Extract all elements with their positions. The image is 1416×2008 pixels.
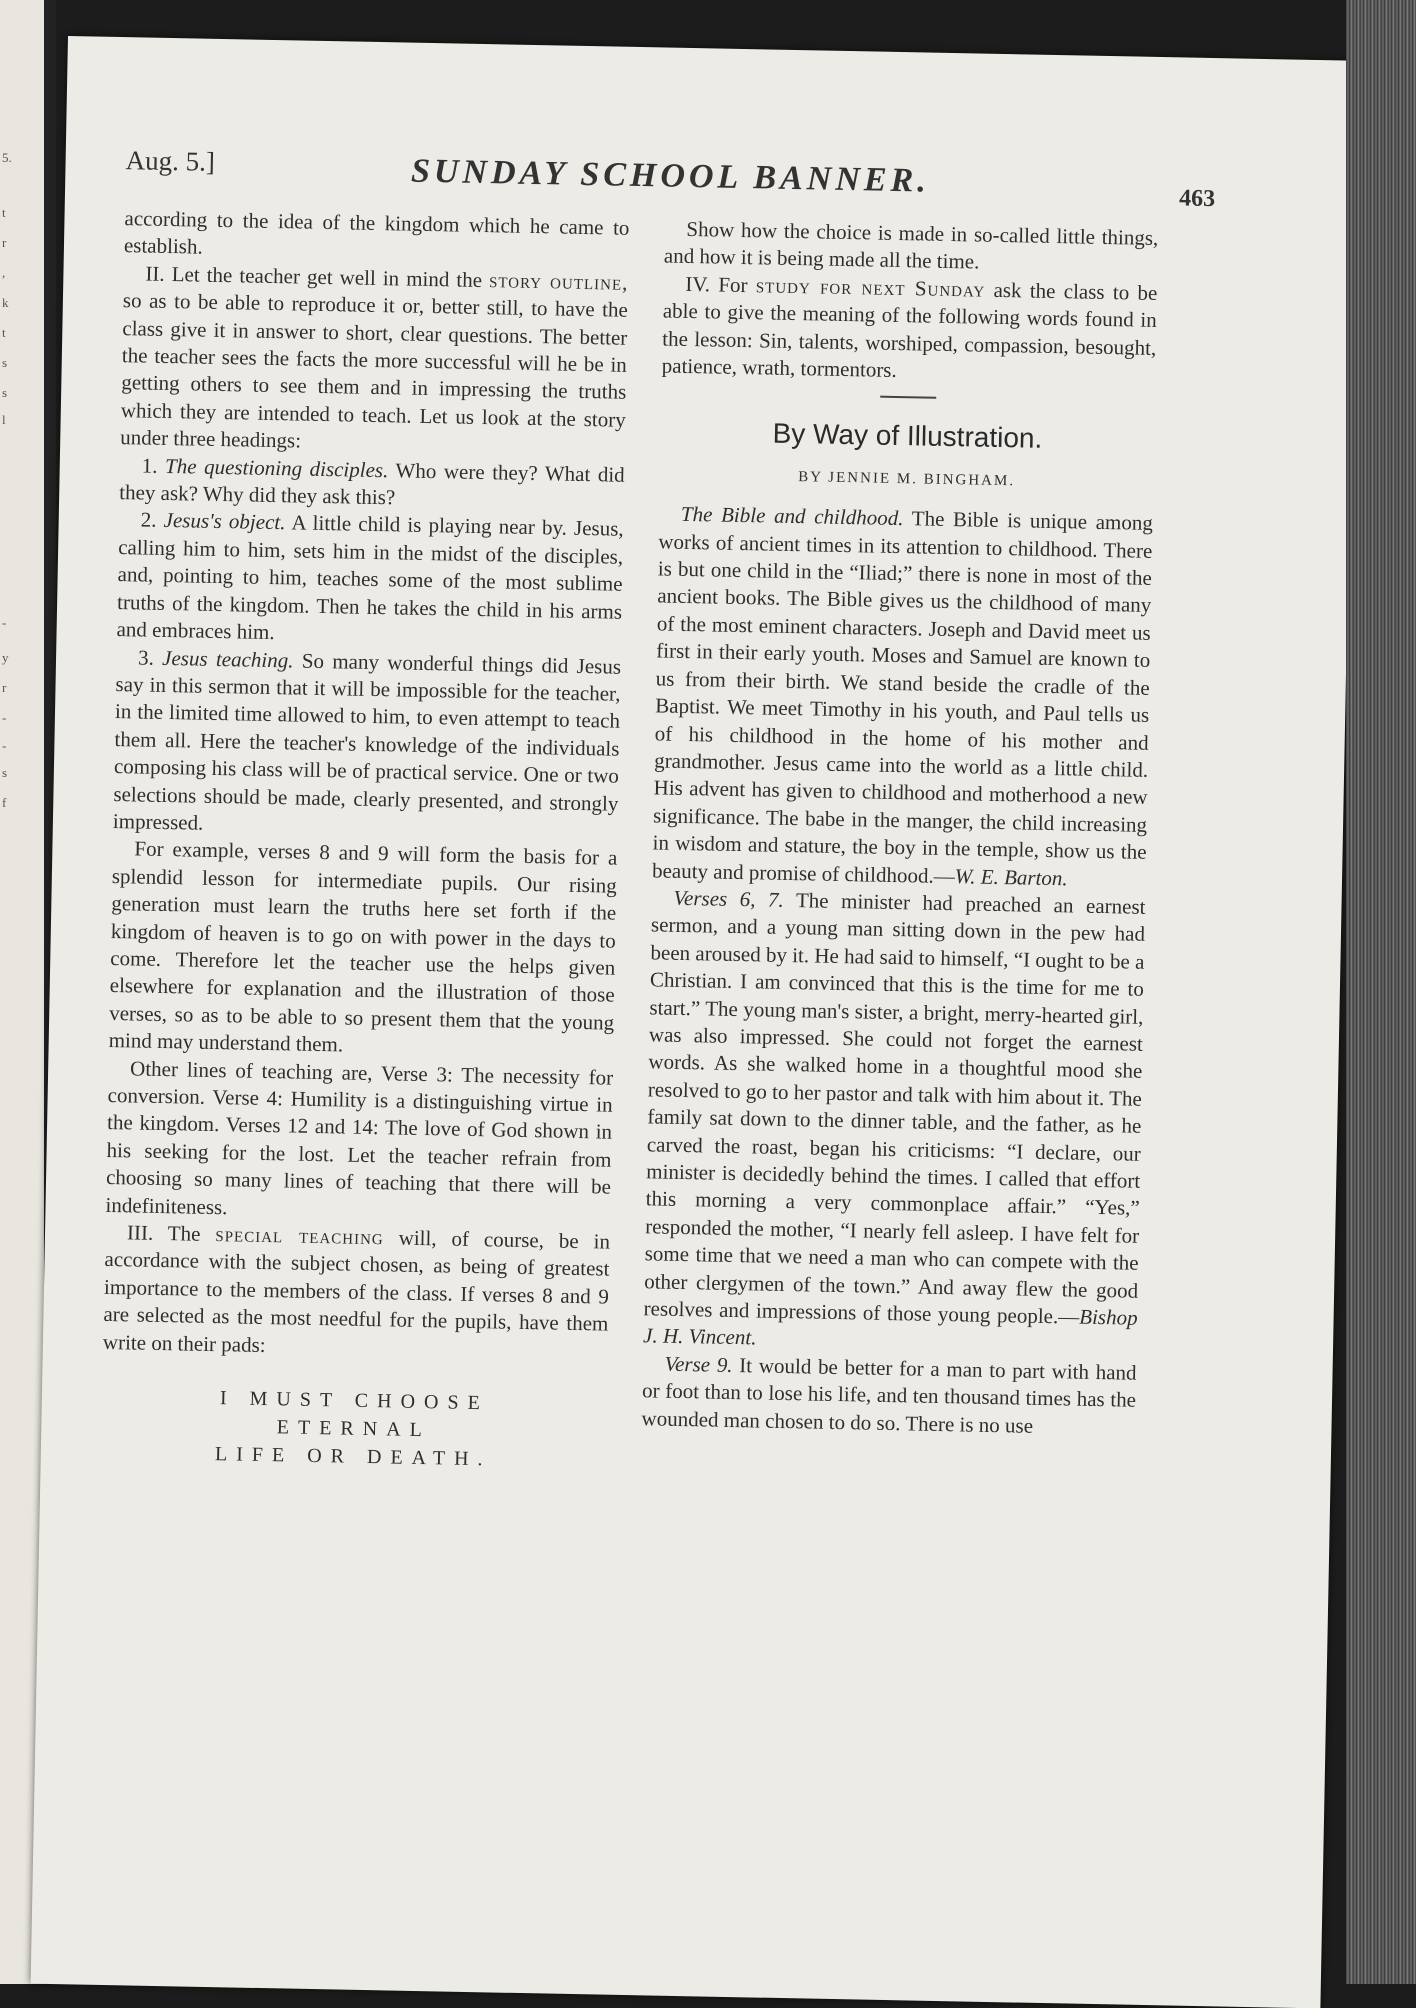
italic-heading: Jesus teaching. <box>161 645 294 672</box>
citation: W. E. Barton. <box>954 863 1068 890</box>
motto-line: I MUST CHOOSE <box>219 1387 489 1415</box>
facing-page-fragment: , <box>2 265 6 280</box>
text-run: so as to be able to reproduce it or, better still, to have the class give it in answer to short, clear questions. The better the teacher sees the facts the more successful will he be in getting others to see them and in impressing the truths which they are intended to teach. Let us look at the story under three headings: <box>120 288 629 453</box>
facing-page-fragment: - <box>2 615 7 630</box>
paragraph <box>103 1219 611 1366</box>
paragraph <box>113 644 622 846</box>
small-caps-term: study for next Sunday <box>755 273 986 302</box>
italic-heading: Verse 9. <box>664 1351 733 1377</box>
text-run: So many wonderful things did Jesus say in this sermon that it will be impossible for the teacher, in the limited time allowed to him, to even attempt to teach them all. Here the teacher's knowledge of the individuals composing his class will be of practical service. One or two selections should be made, clearly presented, and strongly impressed. <box>112 648 622 835</box>
paragraph <box>641 1350 1136 1442</box>
motto-block <box>101 1382 608 1476</box>
italic-heading: The questioning disciples. <box>164 453 389 482</box>
facing-page-fragment: f <box>2 795 7 810</box>
item-number: 2. <box>140 507 157 533</box>
paragraph: according to the idea of the kingdom which he came to establish. <box>123 206 630 260</box>
italic-heading: The Bible and childhood. <box>680 502 904 531</box>
paragraph <box>643 884 1146 1359</box>
facing-page-fragment: t <box>2 205 6 220</box>
facing-page-fragment: k <box>2 295 9 310</box>
text-run: The <box>167 1221 201 1246</box>
facing-page-fragment: s <box>2 765 8 780</box>
motto-line: ETERNAL <box>276 1416 432 1442</box>
text-run: It would be better for a man to part with hand or foot than to lose his life, and ten thousand times has the wounded man chosen to do so. There is no use <box>641 1352 1137 1438</box>
paragraph <box>119 452 625 516</box>
issue-date: Aug. 5.] <box>125 145 216 177</box>
italic-heading: Jesus's object. <box>163 508 286 535</box>
facing-page-fragment: 5. <box>2 150 12 165</box>
facing-page-fragment: y <box>2 650 9 665</box>
citation: Bishop J. H. Vincent. <box>642 1304 1138 1350</box>
paragraph <box>116 507 624 654</box>
facing-page-fragment: l <box>2 412 6 427</box>
motto-line: LIFE OR DEATH. <box>214 1443 492 1471</box>
italic-heading: Verses 6, 7. <box>673 885 785 912</box>
text-run: will, of course, be in accordance with the subject chosen, as being of greatest importance to the members of the class. If verses 8 and 9 are selected as the most needful for the pupils, have them write on their pads: <box>102 1225 611 1357</box>
magazine-page <box>31 36 1358 2008</box>
text-run: ask the class to be able to give the meaning of the following words found in the lesson: Sin, talents, worshiped, compassion, besought, patience, wrath, tormentors. <box>661 277 1158 383</box>
item-number: 1. <box>141 453 158 478</box>
paragraph <box>662 270 1158 389</box>
facing-page-fragment: s <box>2 355 8 370</box>
byline: BY JENNIE M. BINGHAM. <box>798 468 1016 490</box>
page-number: 463 <box>1178 185 1216 213</box>
text-run: Let the teacher get well in mind the <box>171 261 483 292</box>
facing-page-fragment: r <box>2 680 7 695</box>
facing-page-fragment: s <box>2 385 8 400</box>
small-caps-term: special teaching <box>215 1222 385 1250</box>
paragraph <box>120 260 629 462</box>
facing-page-fragment: r <box>2 235 7 250</box>
text-run: For <box>718 272 748 297</box>
paragraph <box>652 501 1153 894</box>
text-run: The Bible is unique among works of ancient times in its attention to childhood. There is but one child in the “Iliad;” there is none in most of the ancient books. The Bible gives us the childhood of many of the most eminent characters. Joseph and David meet us first in their early youth. Moses and Samuel are known to us from their birth. We stand beside the cradle of the Baptist. We meet Timothy in his youth, and Paul tells us of his childhood in the home of his mother and grandmother. Jesus came into the world as a little child. His advent has given to childhood and motherhood a new significance. The babe in the manger, the child increasing in wisdom and stature, the boy in the temple, show us the beauty and promise of childhood.— <box>651 506 1154 888</box>
left-column <box>101 205 630 1476</box>
paragraph: Show how the choice is made in so-called little things, and how it is being made all the time. <box>663 216 1159 274</box>
text-run: The minister had preached an earnest sermon, and a young man sitting down in the pew had been aroused by it. He had said to himself, “I ought to be a Christian. I am convinced that this is the time for me to start.” The young man's sister, a bright, merry-hearted girl, was also impressed. She could not forget the earnest words. As she walked home in a thoughtful mood she resolved to go to her pastor and talk with him about it. The family sat down to the dinner table, and the father, as he carved the roast, began his criticisms: “I declare, our minister is decidedly behind the times. I called that effort this morning a very commonplace affair.” “Yes,” responded the mother, “I nearly fell asleep. I have felt for some time that we need a man who can compete with the other clergymen of the town.” And away flew the good resolves and impressions of those young people.— <box>643 888 1146 1329</box>
facing-page-fragment: t <box>2 325 6 340</box>
right-column <box>641 215 1158 1441</box>
section-number: III. <box>126 1220 154 1245</box>
text-run: Who were they? What did they ask? Why did they ask this? <box>119 458 625 510</box>
running-header <box>125 137 1216 218</box>
section-number: II. <box>145 261 165 286</box>
publication-title: SUNDAY SCHOOL BANNER. <box>410 152 931 200</box>
facing-page-fragment: - <box>2 738 7 753</box>
section-heading: By Way of Illustration. <box>772 418 1043 455</box>
section-number: IV. <box>685 271 711 297</box>
divider-rule <box>880 396 936 399</box>
paragraph: For example, verses 8 and 9 will form the basis for a splendid lesson for intermediate pupils. Our rising generation must learn the truths here set forth if the kingdom of heaven is to go on with power in the days to come. Therefore let the teacher use the helps given elsewhere for explanation and the illustration of those verses, so as to be able to so present them that the young mind may understand them. <box>108 836 618 1057</box>
text-run: A little child is playing near by. Jesus, calling him to him, sets him in the midst of the disciples, and, pointing to him, teaches some of the most sublime truths of the kingdom. Then he takes the child in his arms and embraces him. <box>116 510 624 645</box>
paragraph: Other lines of teaching are, Verse 3: The necessity for conversion. Verse 4: Humility is a distinguishing virtue in the kingdom. Verses 12 and 14: The love of God shown in his seeking for the lost. Let the teacher refrain from choosing so many lines of teaching that there will be indefiniteness. <box>105 1055 614 1219</box>
book-page-edges <box>1346 0 1416 1984</box>
facing-page-fragment: - <box>2 710 7 725</box>
item-number: 3. <box>137 644 155 670</box>
small-caps-term: story outline, <box>488 267 629 295</box>
